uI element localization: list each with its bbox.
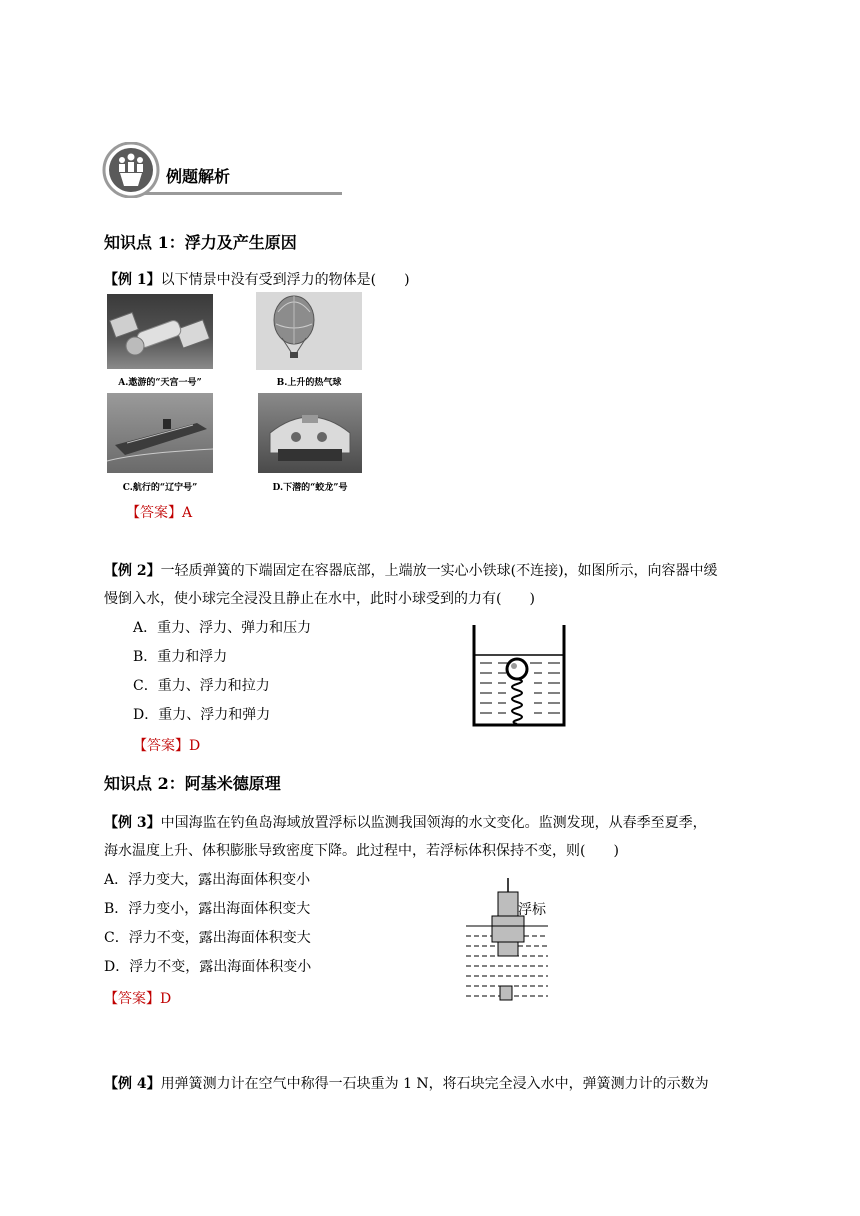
section-header: [100, 142, 260, 198]
section-title-2: 知识点 2：阿基米德原理: [104, 774, 281, 793]
example-2-answer: 【答案】D: [133, 738, 201, 754]
example-3-line-1: [104, 813, 707, 833]
caption-d: D.下潜的“蛟龙”号: [272, 483, 348, 493]
question-text: 以下情景中没有受到浮力的物体是( ): [160, 272, 410, 288]
buoy-diagram: [462, 878, 562, 1006]
example-1-question: [104, 270, 410, 290]
example-2-option-c: C．重力、浮力和拉力: [133, 678, 270, 694]
example-tag: 【例 4】: [104, 1076, 161, 1092]
example-3-line-2: 海水温度上升、体积膨胀导致密度下降。此过程中，若浮标体积保持不变，则( ): [104, 843, 619, 859]
image-hot-air-balloon: [256, 292, 362, 370]
example-1-answer: 【答案】A: [126, 505, 193, 521]
example-2-line-1: [104, 561, 718, 581]
example-3-answer: 【答案】D: [104, 991, 172, 1007]
spring-container-diagram: [470, 623, 570, 729]
trophy-icon: [100, 142, 162, 198]
buoy-label: 浮标: [518, 902, 546, 918]
example-3-option-d: D．浮力不变，露出海面体积变小: [104, 959, 312, 975]
example-tag: 【例 2】: [104, 563, 161, 579]
page-title: 例题解析: [166, 167, 231, 186]
question-text: 一轻质弹簧的下端固定在容器底部，上端放一实心小铁球(不连接)，如图所示，向容器中缓: [160, 563, 718, 579]
question-text: 用弹簧测力计在空气中称得一石块重为 1 N，将石块完全浸入水中，弹簧测力计的示数为: [160, 1076, 709, 1092]
example-3-option-b: B．浮力变小，露出海面体积变大: [104, 901, 311, 917]
example-tag: 【例 1】: [104, 272, 161, 288]
image-liaoning-carrier: [107, 393, 213, 473]
example-2-line-2: 慢倒入水，使小球完全浸没且静止在水中，此时小球受到的力有( ): [104, 591, 535, 607]
example-3-option-c: C．浮力不变，露出海面体积变大: [104, 930, 311, 946]
section-title-1: 知识点 1：浮力及产生原因: [104, 233, 297, 252]
example-tag: 【例 3】: [104, 815, 161, 831]
caption-c: C.航行的“辽宁号”: [122, 483, 198, 493]
image-tiangong: [107, 294, 213, 369]
section-underline: [144, 192, 342, 195]
example-3-option-a: A．浮力变大，露出海面体积变小: [104, 872, 311, 888]
example-4-line-1: [104, 1074, 709, 1094]
example-2-option-a: A．重力、浮力、弹力和压力: [133, 620, 312, 636]
example-2-option-b: B．重力和浮力: [133, 649, 228, 665]
image-jiaolong: [258, 393, 362, 473]
example-2-option-d: D．重力、浮力和弹力: [133, 707, 271, 723]
question-text: 中国海监在钓鱼岛海域放置浮标以监测我国领海的水文变化。监测发现，从春季至夏季，: [160, 815, 707, 831]
caption-a: A.遨游的“天宫一号”: [118, 378, 202, 388]
caption-b: B.上升的热气球: [276, 378, 342, 388]
